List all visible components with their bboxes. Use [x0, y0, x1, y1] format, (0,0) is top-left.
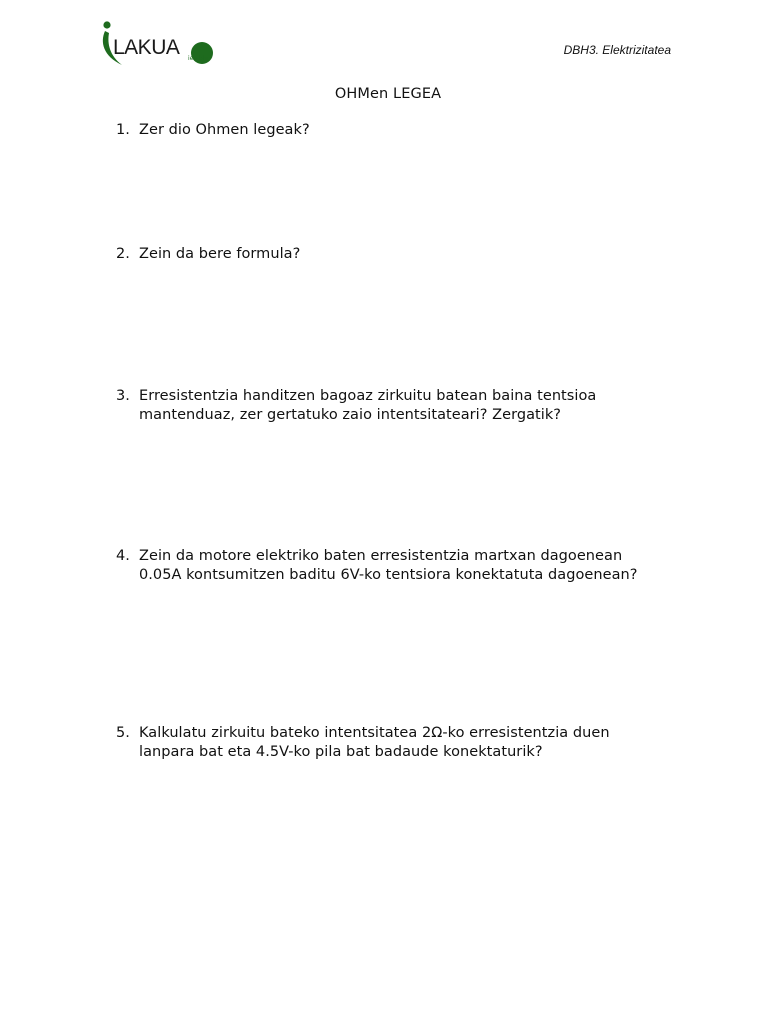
lakua-logo: [98, 18, 218, 68]
question-2: [116, 245, 696, 264]
question-number: 1.: [116, 122, 130, 138]
question-1: [116, 121, 696, 140]
question-4: [116, 547, 696, 584]
course-label: DBH3. Elektrizitatea: [563, 43, 671, 57]
question-text: Zein da bere formula?: [139, 246, 301, 262]
question-text-line-2: mantenduaz, zer gertatuko zaio intentsitateari? Zergatik?: [139, 406, 562, 423]
question-number: 2.: [116, 246, 130, 262]
question-number: 4.: [116, 548, 130, 564]
question-text-line-1: Zein da motore elektriko baten erresistentzia martxan dagoenean: [139, 548, 623, 564]
logo-subtext: ies-bhi: [188, 55, 208, 62]
logo-text: LAKUA: [113, 36, 180, 59]
question-text: Zer dio Ohmen legeak?: [139, 122, 310, 138]
question-3: [116, 387, 696, 424]
question-number: 3.: [116, 388, 130, 404]
question-text-line-1: Kalkulatu zirkuitu bateko intentsitatea 2Ω-ko erresistentzia duen: [139, 725, 610, 741]
page-title: OHMen LEGEA: [334, 86, 442, 102]
question-5: [116, 724, 696, 761]
question-text-line-2: 0.05A kontsumitzen baditu 6V-ko tentsiora konektatuta dagoenean?: [139, 566, 638, 583]
question-number: 5.: [116, 725, 130, 741]
question-text-line-1: Erresistentzia handitzen bagoaz zirkuitu batean baina tentsioa: [139, 388, 597, 404]
question-text-line-2: lanpara bat eta 4.5V-ko pila bat badaude konektaturik?: [139, 743, 543, 760]
